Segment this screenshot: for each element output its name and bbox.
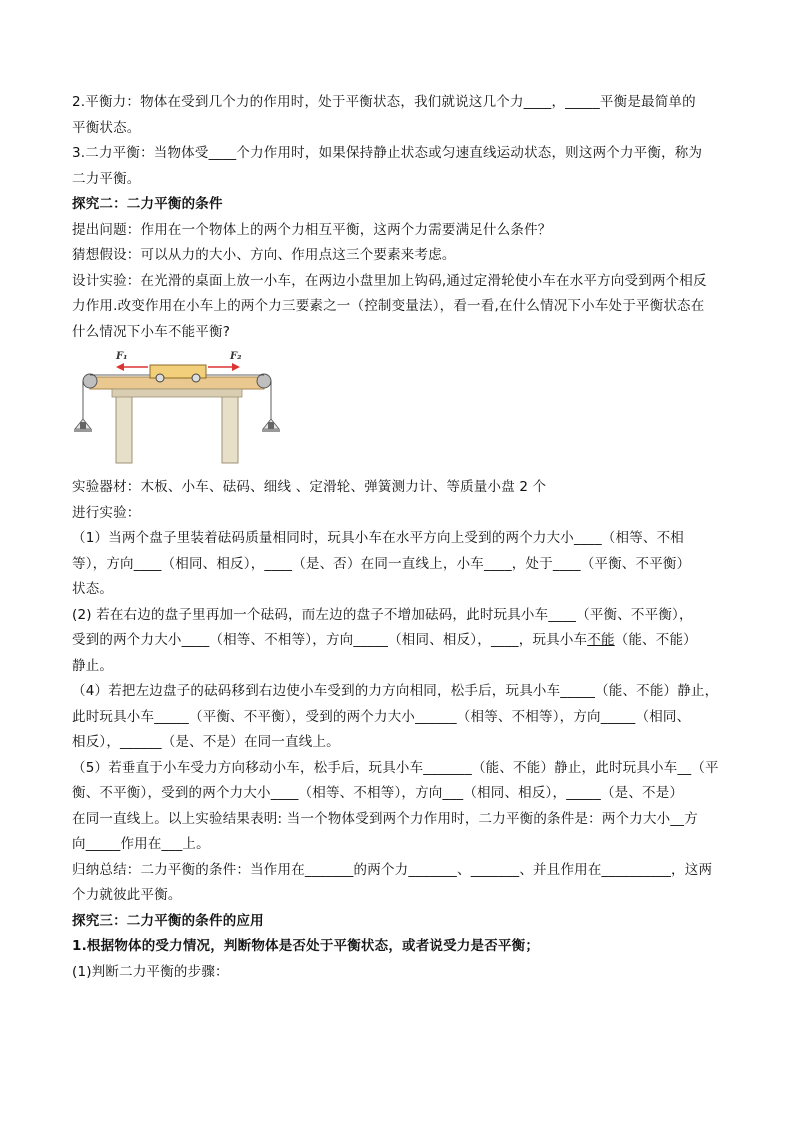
text-span: （能、不能） [614, 632, 697, 648]
text-line: （5）若垂直于小车受力方向移动小车，松手后，玩具小车_______（能、不能）静止，此时玩具小车__（平 [72, 759, 719, 776]
text-line: (1)判断二力平衡的步骤： [72, 963, 229, 980]
text-line: 此时玩具小车_____（平衡、不平衡），受到的两个力大小______（相等、不相等），方向_____（相同、 [72, 708, 691, 725]
table-apron [112, 389, 242, 397]
document-page [72, 90, 722, 985]
text-line: 提出问题：作用在一个物体上的两个力相互平衡，这两个力需要满足什么条件？ [72, 221, 552, 238]
text-line: 力作用.改变作用在小车上的两个力三要素之一（控制变量法），看一看,在什么情况下小车处于平衡状态在 [72, 298, 705, 314]
text-line: 静止。 [72, 657, 114, 674]
text-line: 什么情况下小车不能平衡? [72, 323, 231, 340]
text-line: 等），方向____（相同、相反），____（是、否）在同一直线上，小车____，处于____（平衡、不平衡） [72, 555, 691, 572]
text-line: （4）若把左边盘子的砝码移到右边使小车受到的力方向相同，松手后，玩具小车_____（能、不能）静止， [72, 683, 719, 699]
text-line: 进行实验： [72, 504, 141, 521]
text-line: 相反），______（是、不是）在同一直线上。 [72, 734, 340, 750]
text-line: (2) 若在右边的盘子里再加一个砝码，而左边的盘子不增加砝码，此时玩具小车____（平衡、不平衡）， [72, 606, 693, 623]
text-line: 在同一直线上。以上实验结果表明: 当一个物体受到两个力作用时，二力平衡的条件是：两个力大小__方 [72, 810, 698, 827]
table-leg-right [222, 389, 238, 463]
subheading: 1.根据物体的受力情况，判断物体是否处于平衡状态，或者说受力是否平衡； [72, 938, 540, 954]
pulley-right [257, 374, 271, 388]
table-top [90, 377, 264, 389]
experiment-figure [72, 347, 282, 465]
text-line: 向_____作用在___上。 [72, 836, 210, 852]
f2-label: F₂ [230, 351, 242, 362]
text-line: 二力平衡。 [72, 170, 141, 187]
text-line: 归纳总结：二力平衡的条件：当作用在_______的两个力_______、_______、并且作用在__________，这两 [72, 861, 713, 878]
pulley-left [83, 374, 97, 388]
text-line: （1）当两个盘子里装着砝码质量相同时，玩具小车在水平方向上受到的两个力大小____（相等、不相 [72, 530, 684, 546]
cart-wheel [156, 374, 164, 382]
text-line: 衡、不平衡），受到的两个力大小____（相等、不相等），方向___（相同、相反），_____（是、不是） [72, 785, 684, 801]
table-leg-left [116, 389, 132, 463]
text-line: 状态。 [72, 581, 114, 597]
text-line: 平衡状态。 [72, 119, 141, 136]
text-line [72, 628, 722, 654]
text-line: 设计实验：在光滑的桌面上放一小车，在两边小盘里加上钩码,通过定滑轮使小车在水平方向受到两个相反 [72, 272, 707, 289]
text-line: 猜想假设：可以从力的大小、方向、作用点这三个要素来考虑。 [72, 247, 456, 263]
text-line: 实验器材：木板、小车、砝码、细线 、定滑轮、弹簧测力计、等质量小盘 2 个 [72, 479, 547, 495]
section-heading: 探究二：二力平衡的条件 [72, 196, 223, 212]
text-line: 个力就彼此平衡。 [72, 887, 182, 903]
underlined-answer: 不能 [587, 632, 615, 648]
text-line: 3.二力平衡：当物体受____个力作用时，如果保持静止状态或匀速直线运动状态，则这两个力平衡，称为 [72, 145, 703, 161]
f1-label: F₁ [116, 351, 128, 362]
text-span: 受到的两个力大小____（相等、不相等），方向_____（相同、相反），____，玩具小车 [72, 632, 588, 648]
section-heading: 探究三：二力平衡的条件的应用 [72, 912, 264, 929]
text-line: 2.平衡力：物体在受到几个力的作用时，处于平衡状态，我们就说这几个力____，_____平衡是最简单的 [72, 94, 696, 110]
cart-wheel [192, 374, 200, 382]
